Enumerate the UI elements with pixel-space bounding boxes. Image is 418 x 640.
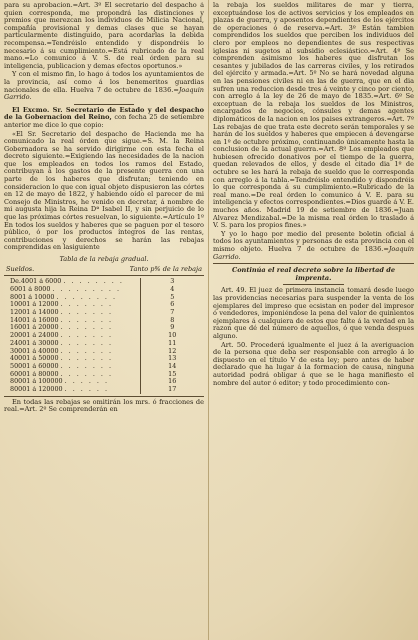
row-percent: 14: [140, 363, 204, 371]
row-range: 8001 á 10000: [10, 293, 55, 301]
row-dots: . . . . . . .: [60, 355, 114, 363]
row-percent: 11: [140, 340, 204, 348]
right-paragraph-1: la rebaja los sueldos militares de mar y tierra, exceptuándose los de activos servicios y los empleados en plazas de guerra, y aposentos dependientes de los ejércitos de operaciones ó de reserva.=Art. 3º Están tambien comprendidos los sueldos que perciben los individuos del clero por empleos no dependientes de sus respectivas iglesias ni sugetos al subsidio eclesiástico.=Art. 4º Se comprenden asimismo los haberes que disfrutan los cesantes y jubilados de las carreras civiles, y los retirados del ejército y armada.=Art. 5º No se hará novedad alguna en las pensiones civiles ni en las de guerra, que en el dia sufren una reduccion desde tres á veinte y cinco por ciento, con arreglo á la ley de 26 de mayo de 1835.=Art. 6º Se exceptuan de la rebaja los sueldos de los Ministros, encargados de negocios, cónsules y demas agentes diplomáticos de la nacion en los paises extrangeros.=Art. 7º Las rebajas de que trata este decreto serán temporales y se harán de los sueldos y haberes que empiecen á devengarse en 1º de octubre próximo, continuando únicamente hasta la conclusion de la actual guerra.=Art. 8º Los empleados que hubiesen ofrecido donativos por el tiempo de la guerra, quedan relevados de ellos, y desde el citado dia 1º de octubre se les hará la rebaja de sueldo que le corresponda con arreglo á la tabla.=Tendréislo entendido y dispondréis lo que corresponda á su cumplimiento.=Rubricado de la real mano.=De real órden lo comunico á V. E. para su inteligencia y efectos correspondientes.=Dios guarde á V. E. muchos años. Madrid 19 de setiembre de 1836.=Juan Alvarez Mendizabal.=De la misma real órden lo traslado á V. S. para los propios fines.»: [213, 2, 414, 230]
row-dots: . . . . . . . . .: [52, 285, 121, 293]
left-paragraph-4: «El Sr. Secretario del despacho de Hacienda me ha comunicado la real órden que sigue.=S. M. la Reina Gobernadora se ha servido dirigirme con esta fecha el decreto siguiente.=Exigiendo las necesidades de la nacion que los empleados en todos los ramos del Estado, contribuyan á los gastos de la presente guerra con una parte de los haberes que disfrutan; teniendo en consideracion lo que con igual objeto dispusieron las córtes en 12 de mayo de 1822, y habiendo oído el parecer de mi Consejo de Ministros, he venido en decretar, á nombre de mi augusta hija la Reina Dª Isabel II, y sin perjuicio de lo que las próximas córtes resuelvan, lo siguiente.=Artículo 1º En todos los sueldos y haberes que se paguen por el tesoro público, ó por los productos íntegros de las rentas, contribuciones y derechos se harán las rebajas comprendidas en lasiguiente: [4, 129, 204, 252]
row-range: 60001 á 80000: [10, 370, 59, 378]
left-paragraph-1: para su aprobacion.=Art. 3º El secretario del despacho á quien corresponda, me propondrá las distinciones y premios que merezcan los individuos de Milicia Nacional, compañía provisional y demas clases que se hayan particularmente distinguido, para acordarlas la debida recompensa.=Tendréislo entendido y dispondréis lo necesario á su cumplimiento.=Está rubricado de la real mano.=Lo comunico á V. S. de real órden para su inteligencia, publicacion y demas efectos oportunos.»: [4, 2, 204, 70]
left-paragraph-2-text: Y con el mismo fin, lo hago á todos los ayuntamientos de la provincia, así como á los benemeritos guardias nacionales de ella. Huelva 7 de octubre de 1836.=: [4, 70, 204, 94]
row-percent: 10: [140, 332, 204, 340]
left-paragraph-3-head: El Excmo. Sr. Secretario de Estado y del despacho de la Gobernacion del Reino,: [4, 105, 204, 122]
row-dots: . . . . . .: [64, 378, 110, 386]
row-range: 20001 á 24000: [10, 332, 59, 340]
row-percent: 6: [140, 301, 204, 309]
left-paragraph-2: [4, 71, 204, 101]
row-dots: . . . . . . .: [60, 324, 114, 332]
row-dots: . . . . . . .: [60, 316, 114, 324]
row-percent: 7: [140, 309, 204, 317]
table-row: [4, 317, 204, 325]
left-column: [4, 2, 204, 638]
right-signature: Joaquin Garrido.: [213, 245, 414, 261]
row-dots: . . . . . . . .: [56, 293, 117, 301]
row-percent: 4: [140, 286, 204, 294]
table-row: [4, 309, 204, 317]
row-dots: . . . . . . .: [60, 309, 114, 316]
rebate-table: [4, 278, 204, 394]
row-dots: . . . . . . .: [60, 332, 114, 340]
row-range: 10001 á 12000: [10, 301, 59, 309]
row-dots: . . . . . . .: [60, 301, 114, 309]
row-range: 80001 á 100000: [10, 378, 63, 386]
row-percent: 15: [140, 371, 204, 379]
table-header-tanto: Tanto p% de la rebaja: [129, 264, 202, 273]
right-paragraph-2-text: Y yo lo hago por medio del presente boletin oficial á todos los ayuntamientos y personas de esta provincia con el mismo objeto. Huelva 7 de octubre de 1836.=: [213, 229, 414, 253]
left-paragraph-3-text: con fecha 25 de setiembre anterior me dice lo que copio:: [4, 113, 204, 129]
row-percent: 16: [140, 378, 204, 386]
row-range: 6001 á 8000: [10, 285, 51, 293]
section-rule: [213, 263, 414, 264]
table-row: [4, 294, 204, 302]
row-dots: . . . . . . . .: [63, 278, 124, 286]
row-percent: 13: [140, 355, 204, 363]
row-dots: . . . . . . .: [60, 339, 114, 347]
column-divider: [208, 0, 209, 640]
table-title: Tabla de la rebaja gradual.: [59, 255, 149, 263]
row-range: 30001 á 40000: [10, 347, 59, 355]
table-row: [4, 286, 204, 294]
left-signature: Joaquin Garrido.: [4, 85, 204, 102]
row-range: 40001 á 50000: [10, 355, 59, 363]
table-top-rule: [4, 275, 204, 276]
row-range: 16001 á 20000: [10, 324, 59, 332]
row-dots: . . . . . . .: [60, 362, 114, 370]
row-range: 12001 á 14000: [10, 309, 59, 316]
table-bottom-rule: [4, 396, 204, 397]
right-paragraph-2: [213, 231, 414, 261]
row-percent: 8: [140, 317, 204, 325]
row-range: 24001 á 30000: [10, 339, 59, 347]
row-range: 80001 á 120000: [10, 386, 63, 394]
row-dots: . . . . . . .: [60, 370, 114, 378]
row-percent: 5: [140, 294, 204, 302]
left-paragraph-3: [4, 107, 204, 130]
table-header: [4, 266, 204, 274]
row-range: De.4001 á 6000: [10, 278, 62, 286]
table-row: [4, 386, 204, 394]
right-paragraph-4: Art. 50. Procederá igualmente el juez á la averiguacion de la persona que deba ser responsable con arreglo á lo dispuesto en el título V de esta ley; pero antes de haber declarado que ha lugar á la formacion de causa, ninguna autoridad podrá obligar á que se le haga manifiesto el nombre del autor ó editor; y todo procedimiento con-: [213, 340, 414, 387]
left-paragraph-5: En todas las rebajas se omitirán los mrs. ó fracciones de real.=Art. 2º Se comprenderán en: [4, 397, 204, 414]
table-row: [4, 301, 204, 309]
row-range: 50001 á 60000: [10, 362, 59, 370]
separator-rule: [74, 104, 134, 105]
row-percent: 12: [140, 348, 204, 356]
row-dots: . . . . . .: [64, 386, 110, 394]
right-paragraph-3: Art. 49. El juez de primera instancia tomará desde luego las providencias necesarias para suspender la venta de los ejemplares del impreso que ecsistan en poder del impresor ó vendedores, imponiéndose la pena del valor de quinientos ejemplares á cualquiera de estos que falte á la verdad en la razon que dé del número de aquellos, ó que venda despues alguno.: [213, 286, 414, 340]
table-row: [4, 278, 204, 286]
row-percent: 17: [140, 386, 204, 394]
right-column: [213, 2, 414, 638]
row-range: 14001 á 16000: [10, 316, 59, 324]
row-percent: 9: [140, 324, 204, 332]
section-short-rule: [283, 284, 343, 285]
table-header-sueldos: Sueldos.: [6, 264, 35, 273]
row-percent: 3: [140, 278, 204, 286]
row-dots: . . . . . . .: [60, 347, 114, 355]
section-title: Continúa el real decreto sobre la libertad de imprenta.: [231, 266, 396, 282]
